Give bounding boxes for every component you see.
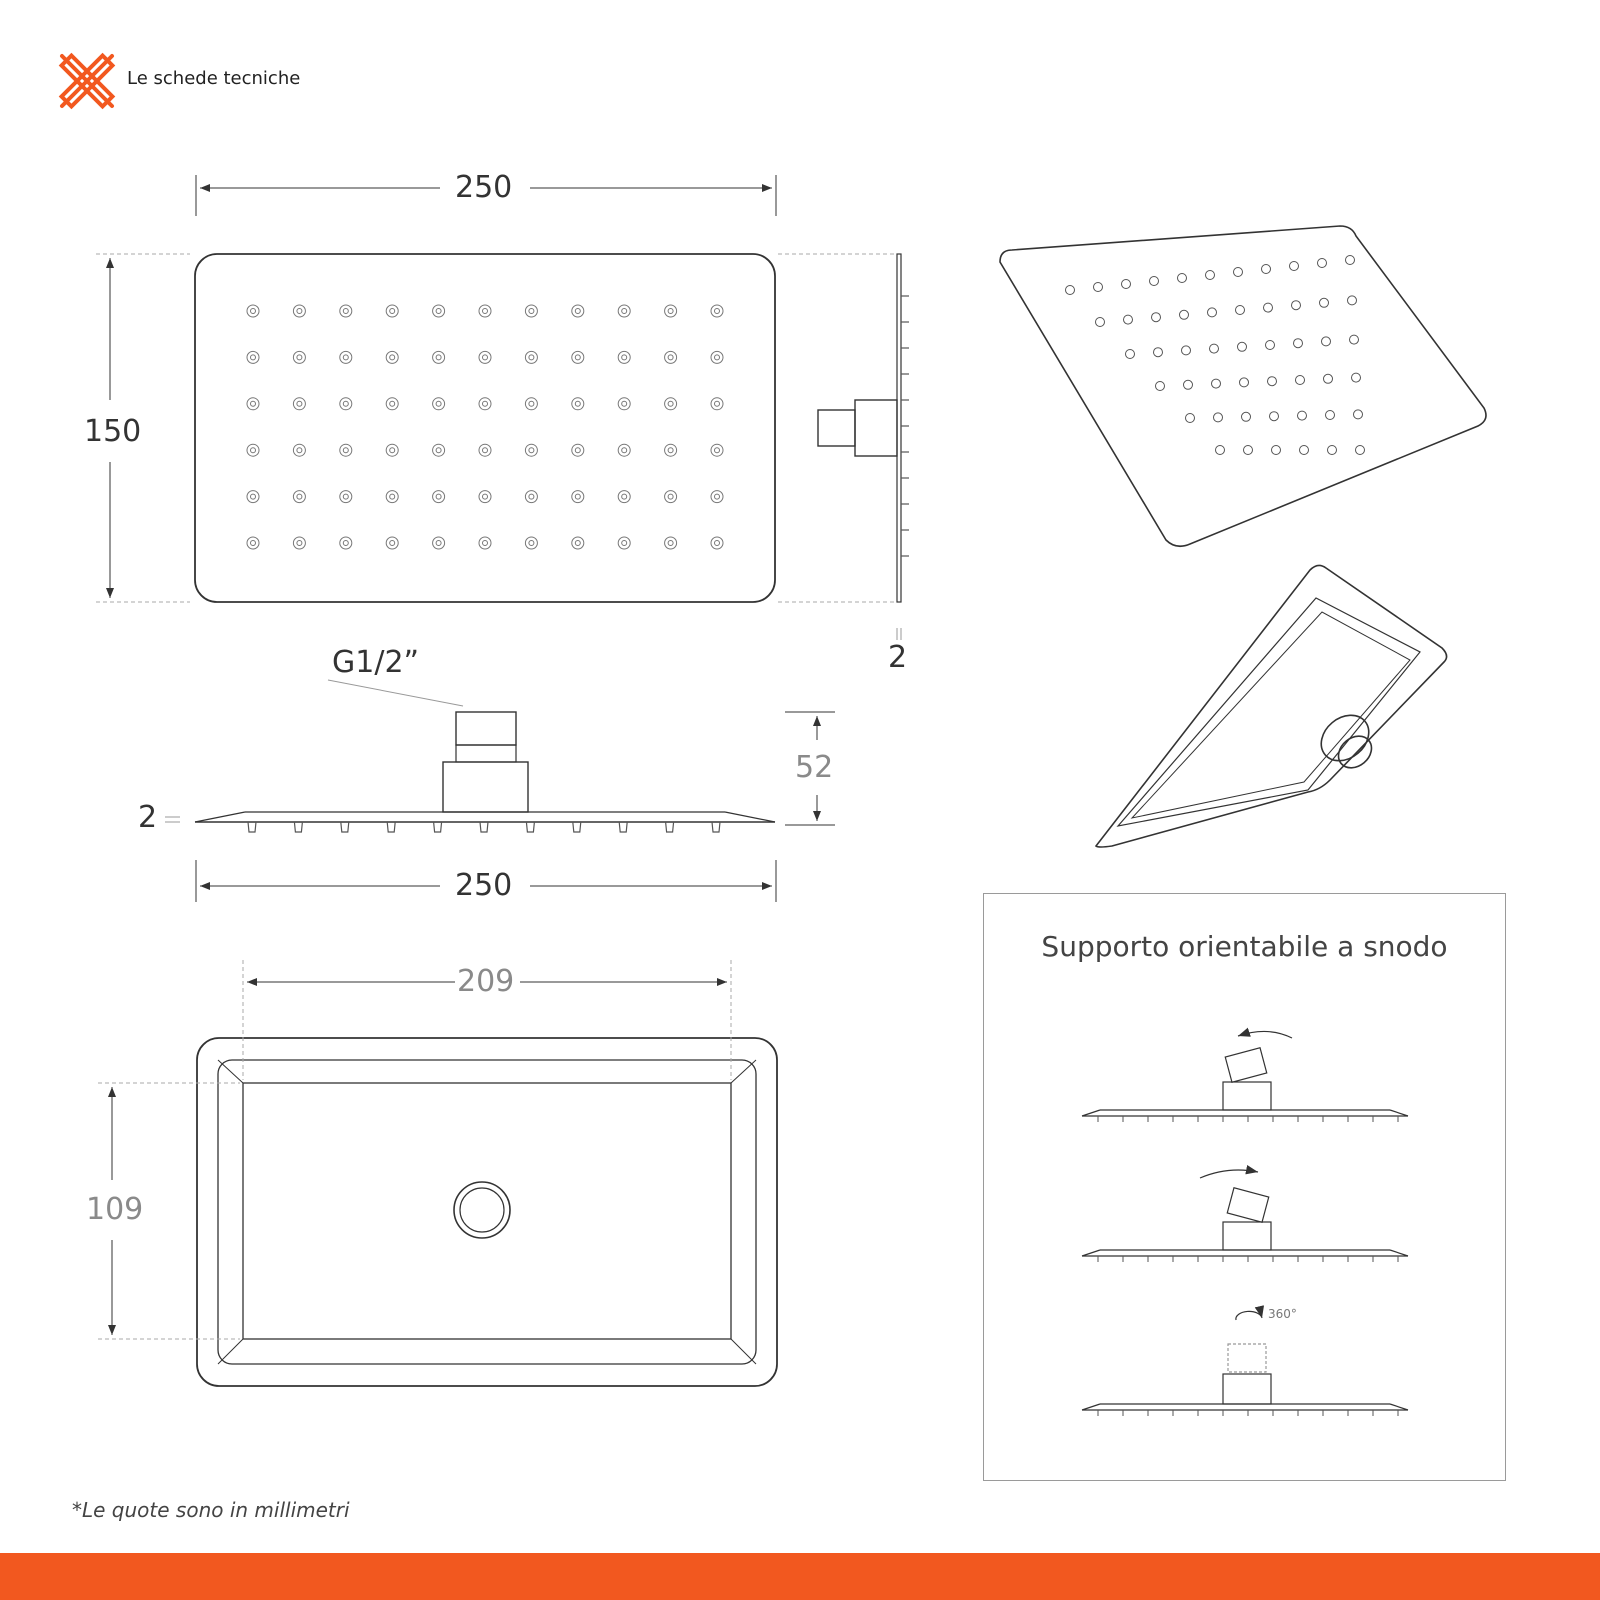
nozzle-core [715,309,720,314]
nozzle-core [622,355,627,360]
side-view-nozzle [294,822,302,832]
persp-nozzle [1244,446,1253,455]
nozzle [247,398,259,410]
nozzle-core [622,401,627,406]
nozzle-core [297,401,302,406]
nozzle-core [622,494,627,499]
nozzle-core [251,494,256,499]
nozzle-core [251,309,256,314]
persp-nozzle [1184,380,1193,389]
side-view-nozzle [666,822,674,832]
persp-nozzle [1348,296,1357,305]
nozzle [525,398,537,410]
nozzle-core [343,401,348,406]
side-view-nozzle [712,822,720,832]
rotation-label: 360° [1268,1307,1297,1321]
persp-nozzle [1236,306,1245,315]
nozzle [618,351,630,363]
persp-nozzle [1240,378,1249,387]
nozzle-core [436,355,441,360]
persp-nozzle [1126,350,1135,359]
nozzle [247,351,259,363]
persp-nozzle [1214,413,1223,422]
nozzle [340,537,352,549]
nozzle [386,398,398,410]
nozzle [386,305,398,317]
dim-top-height: 150 [84,414,142,449]
dim-inner-width: 209 [457,964,515,999]
bottom-view [98,960,777,1386]
persp-nozzle [1210,344,1219,353]
nozzle [293,305,305,317]
nozzle [433,444,445,456]
nozzle-core [343,541,348,546]
nozzle-core [668,448,673,453]
nozzle [479,398,491,410]
nozzle-core [436,448,441,453]
persp-nozzle [1290,262,1299,271]
nozzle-core [251,401,256,406]
persp-nozzle [1124,315,1133,324]
nozzle-core [575,448,580,453]
nozzle [618,444,630,456]
side-view-nozzle [387,822,395,832]
nozzle-core [622,309,627,314]
persp-nozzle [1262,265,1271,274]
dim-height: 52 [795,750,834,785]
persp-nozzle [1186,414,1195,423]
persp-nozzle [1242,412,1251,421]
nozzle-core [251,448,256,453]
nozzle [386,491,398,503]
nozzle-core [343,448,348,453]
nozzle-core [715,355,720,360]
persp-nozzle [1238,342,1247,351]
nozzle [525,305,537,317]
persp-nozzle [1292,301,1301,310]
nozzle [479,305,491,317]
nozzle [665,351,677,363]
persp-nozzle [1212,379,1221,388]
nozzle [433,351,445,363]
nozzle-core [390,494,395,499]
ruler-pencil-cross-icon [62,56,113,107]
nozzle-core [297,494,302,499]
nozzle-core [390,401,395,406]
nozzle [525,444,537,456]
nozzle-core [529,309,534,314]
nozzle [386,444,398,456]
nozzle [340,351,352,363]
nozzle [572,537,584,549]
nozzle-core [529,401,534,406]
nozzle [479,444,491,456]
nozzle-core [668,494,673,499]
nozzle-core [668,309,673,314]
nozzle [247,305,259,317]
dim-side-width: 250 [455,868,513,903]
nozzle-core [483,494,488,499]
footer-bar [0,1553,1600,1600]
persp-nozzle [1216,446,1225,455]
nozzle [340,398,352,410]
persp-nozzle [1178,274,1187,283]
persp-nozzle [1268,377,1277,386]
nozzle-core [575,355,580,360]
nozzle-core [529,541,534,546]
side-nozzles [901,296,909,556]
nozzle [479,351,491,363]
nozzle [618,398,630,410]
persp-nozzle [1206,271,1215,280]
persp-nozzle [1356,446,1365,455]
nozzle-core [529,448,534,453]
persp-nozzle [1096,318,1105,327]
nozzle [293,398,305,410]
nozzle [711,398,723,410]
dim-side-thickness: 2 [888,640,908,675]
nozzle [479,491,491,503]
nozzle-core [297,448,302,453]
persp-nozzle [1270,412,1279,421]
nozzle [433,398,445,410]
nozzle-core [390,541,395,546]
nozzle [433,305,445,317]
side-view-nozzle [573,822,581,832]
nozzle [340,444,352,456]
nozzle-core [483,541,488,546]
nozzle [340,305,352,317]
persp-nozzle [1352,373,1361,382]
persp-nozzle [1318,259,1327,268]
persp-nozzle [1328,446,1337,455]
side-view-nozzle [434,822,442,832]
nozzle-core [483,401,488,406]
nozzle-core [483,355,488,360]
nozzle-core [297,309,302,314]
persp-nozzle [1208,308,1217,317]
nozzle-core [390,309,395,314]
nozzle [525,351,537,363]
persp-nozzle [1180,310,1189,319]
nozzle [618,537,630,549]
persp-nozzle [1350,335,1359,344]
nozzle [572,444,584,456]
nozzle [618,491,630,503]
persp-nozzle [1296,376,1305,385]
persp-nozzle [1320,298,1329,307]
nozzle [433,491,445,503]
nozzle-core [622,541,627,546]
persp-nozzle [1294,339,1303,348]
persp-nozzle [1354,410,1363,419]
persp-nozzle [1182,346,1191,355]
nozzle-core [715,541,720,546]
persp-nozzle [1298,411,1307,420]
persp-nozzle [1152,313,1161,322]
nozzle [525,491,537,503]
side-view-nozzle [341,822,349,832]
nozzle-core [529,494,534,499]
nozzle-core [575,541,580,546]
nozzle [479,537,491,549]
nozzle [711,305,723,317]
nozzle-core [483,448,488,453]
nozzle-core [343,309,348,314]
nozzle [386,351,398,363]
nozzle [247,491,259,503]
persp-nozzle [1322,337,1331,346]
nozzle [293,537,305,549]
dim-inner-height: 109 [86,1192,144,1227]
perspective-bottom-view [1096,565,1447,847]
brand-name: Le schede tecniche [127,68,301,89]
nozzle-grid [247,305,723,549]
top-view [96,175,909,640]
nozzle [293,444,305,456]
nozzle-core [575,309,580,314]
dim-top-width: 250 [455,170,513,205]
nozzle-core [436,494,441,499]
nozzle-core [668,401,673,406]
persp-nozzle [1156,382,1165,391]
persp-nozzle [1154,348,1163,357]
nozzle-core [668,355,673,360]
nozzle [293,351,305,363]
nozzle-core [390,448,395,453]
nozzle-core [529,355,534,360]
persp-nozzle [1122,280,1131,289]
nozzle [665,398,677,410]
nozzle-core [436,401,441,406]
nozzle [247,444,259,456]
persp-nozzle [1346,256,1355,265]
units-note: *Le quote sono in millimetri [72,1498,350,1522]
nozzle [618,305,630,317]
persp-nozzle [1300,446,1309,455]
persp-nozzle [1150,277,1159,286]
dim-thread: G1/2” [332,645,420,680]
nozzle [711,537,723,549]
nozzle [711,351,723,363]
nozzle [665,537,677,549]
persp-nozzle [1234,268,1243,277]
joint-panel-title: Supporto orientabile a snodo [1041,930,1448,963]
joint-panel [983,893,1506,1481]
nozzle [665,444,677,456]
nozzle-core [436,541,441,546]
nozzle [247,537,259,549]
nozzle-core [343,355,348,360]
nozzle [525,537,537,549]
persp-nozzle [1264,303,1273,312]
side-view-nozzle [248,822,256,832]
nozzle-core [575,401,580,406]
persp-nozzle [1324,374,1333,383]
nozzle-core [622,448,627,453]
nozzle [433,537,445,549]
perspective-top-view [1000,226,1486,546]
nozzle [665,305,677,317]
side-view-nozzle [526,822,534,832]
nozzle [711,491,723,503]
nozzle [572,351,584,363]
side-view-nozzle [480,822,488,832]
nozzle-core [715,448,720,453]
nozzle-core [297,355,302,360]
nozzle [572,305,584,317]
nozzle [572,398,584,410]
nozzle [340,491,352,503]
persp-nozzle [1094,283,1103,292]
nozzle-core [715,494,720,499]
nozzle [711,444,723,456]
nozzle [386,537,398,549]
nozzle-core [715,401,720,406]
nozzle-core [390,355,395,360]
nozzle [665,491,677,503]
nozzle-core [575,494,580,499]
persp-nozzle [1066,286,1075,295]
nozzle [572,491,584,503]
dim-plate-thickness: 2 [138,800,158,835]
nozzle-core [668,541,673,546]
nozzle-core [436,309,441,314]
persp-nozzle [1272,446,1281,455]
persp-nozzle [1326,411,1335,420]
nozzle-core [251,355,256,360]
persp-nozzle [1266,341,1275,350]
nozzle-core [343,494,348,499]
nozzle [293,491,305,503]
nozzle-core [483,309,488,314]
side-view-nozzle [619,822,627,832]
nozzle-core [297,541,302,546]
nozzle-core [251,541,256,546]
